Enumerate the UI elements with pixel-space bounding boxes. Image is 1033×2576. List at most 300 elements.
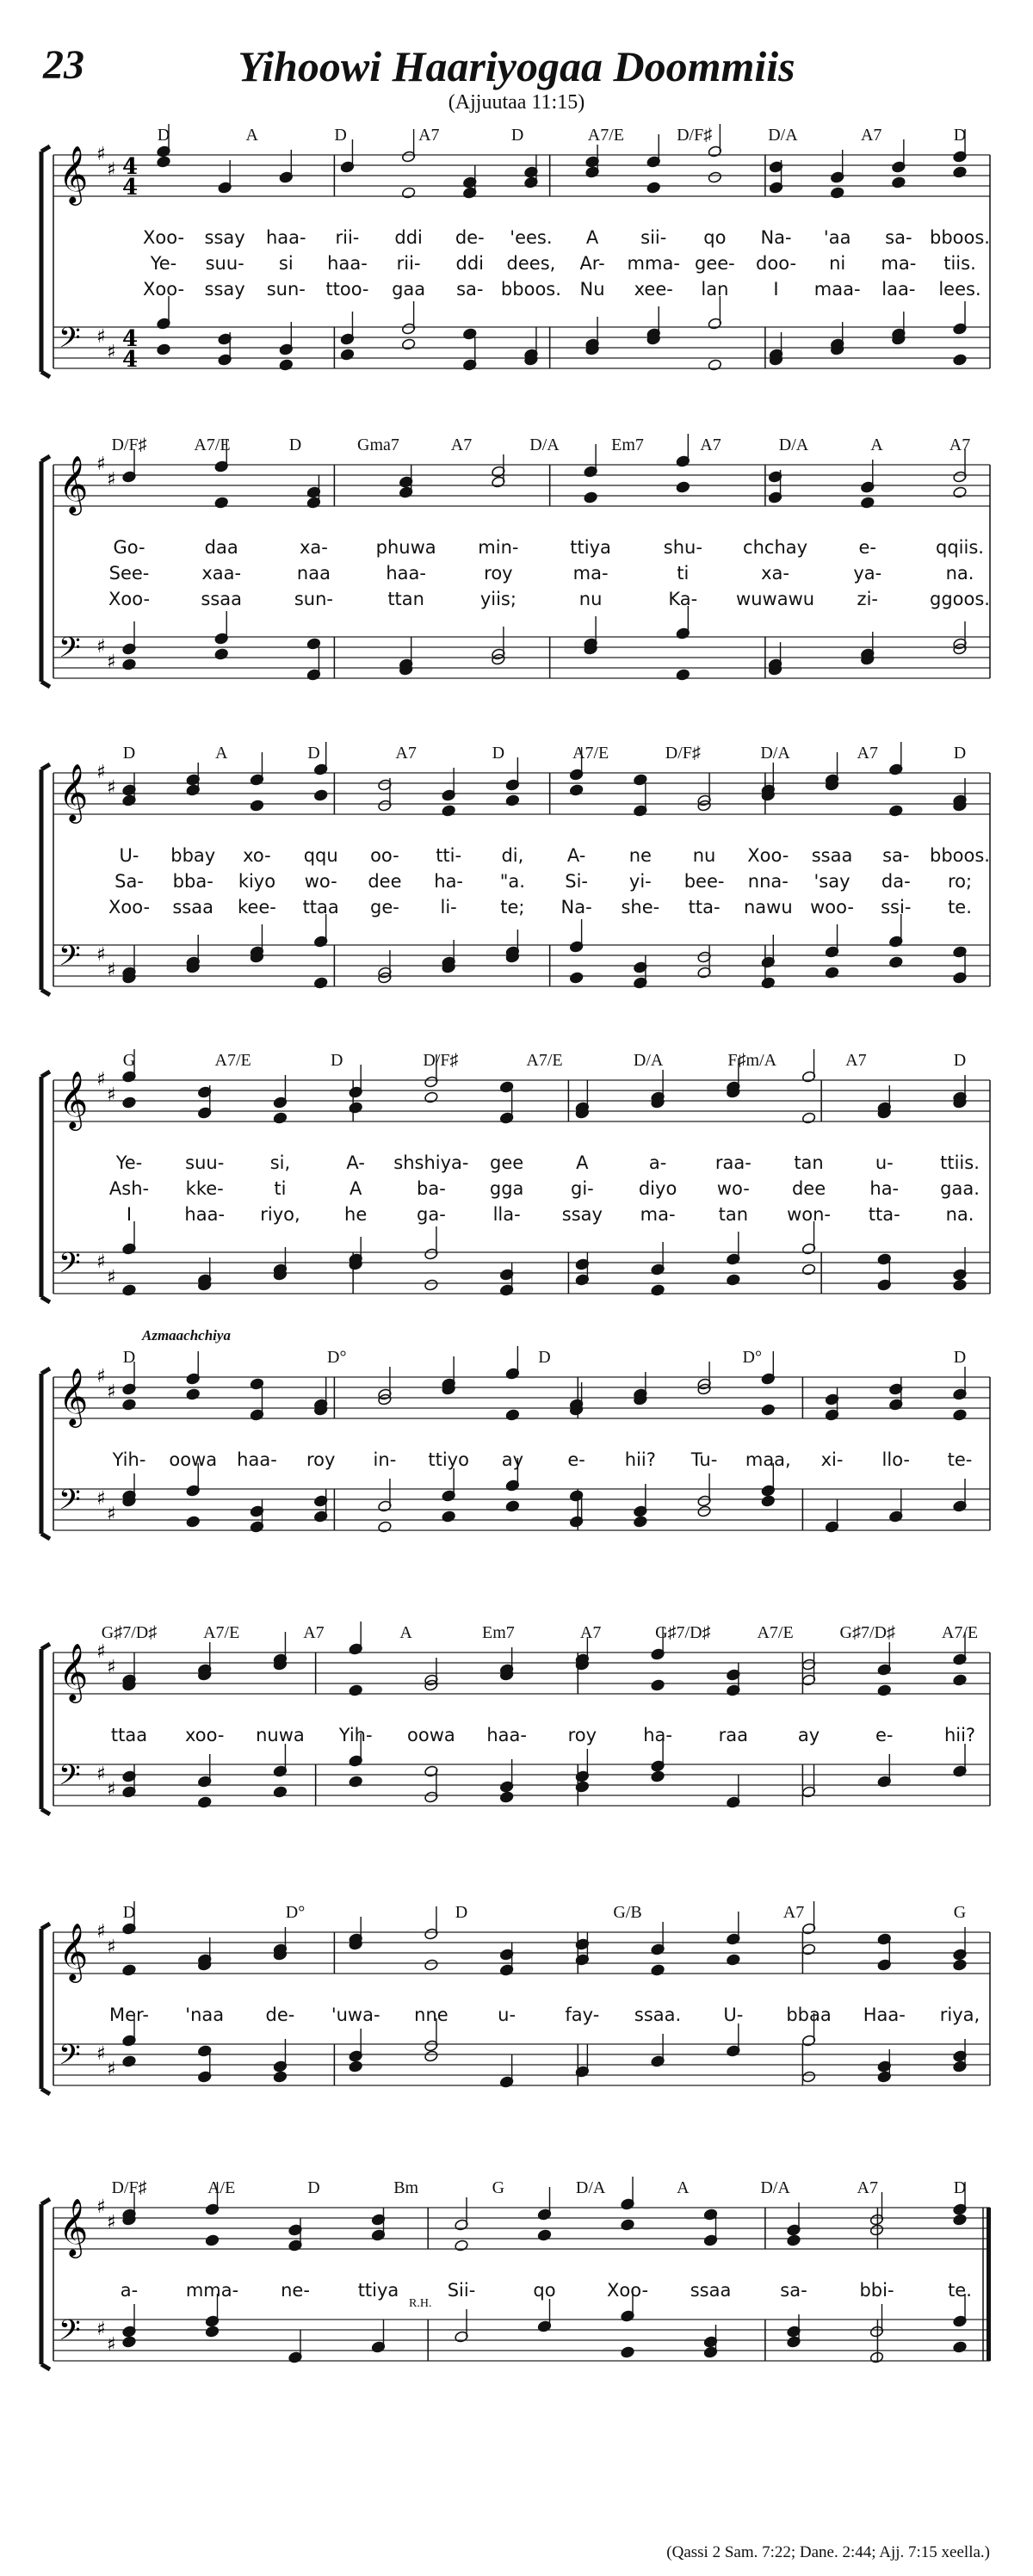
lyric-syllable: Sa- xyxy=(114,871,144,892)
chord-symbol: D° xyxy=(285,1903,306,1922)
lyric-syllable: Xoo- xyxy=(108,589,151,609)
lyric-syllable: I xyxy=(773,279,779,300)
system-bracket-icon xyxy=(41,1072,50,1302)
treble-clef-icon: 𝄞 xyxy=(59,2197,89,2256)
lyric-syllable: U- xyxy=(723,2005,744,2025)
lyric-syllable: roy xyxy=(306,1449,336,1470)
lyric-syllable: na. xyxy=(945,1204,974,1225)
chord-symbol: D/A xyxy=(778,436,809,454)
lyric-syllable: chchay xyxy=(743,537,808,558)
music-system xyxy=(0,430,1033,689)
lyric-syllable: Ka- xyxy=(668,589,698,609)
lyric-syllable: phuwa xyxy=(375,537,436,558)
chord-symbol: D xyxy=(953,1348,967,1367)
lyric-syllable: te; xyxy=(500,897,525,917)
lyric-syllable: sa- xyxy=(780,2280,807,2301)
staff-graphics xyxy=(0,1343,1033,1541)
svg-text:4: 4 xyxy=(122,175,139,201)
lyric-syllable: Xoo- xyxy=(108,897,151,917)
chord-symbol: G xyxy=(492,2178,505,2197)
scripture-reference: (Ajjuutaa 11:15) xyxy=(448,91,585,114)
lyric-syllable: Haa- xyxy=(863,2005,906,2025)
svg-text:♯: ♯ xyxy=(107,2334,116,2356)
chord-symbol: Em7 xyxy=(481,1623,515,1642)
lyric-syllable: bba- xyxy=(172,871,213,892)
chord-symbol: D° xyxy=(742,1348,762,1367)
treble-clef-icon: 𝄞 xyxy=(59,1922,89,1980)
svg-text:♯: ♯ xyxy=(107,2212,116,2233)
lyric-syllable: xi- xyxy=(820,1449,844,1470)
lyric-syllable: qqu xyxy=(303,845,338,866)
svg-text:♯: ♯ xyxy=(96,2319,106,2340)
note-heads xyxy=(122,1901,968,1976)
lyric-syllable: riyo, xyxy=(260,1204,300,1225)
lyric-syllable: ne xyxy=(628,845,652,866)
note-heads xyxy=(122,914,968,989)
lyric-syllable: Na- xyxy=(760,227,792,248)
lyric-syllable: won- xyxy=(787,1204,831,1225)
treble-staff xyxy=(53,454,990,516)
svg-text:♯: ♯ xyxy=(107,777,116,799)
chord-symbol: A7/E xyxy=(214,1051,251,1070)
lyric-syllable: bboos. xyxy=(930,227,990,248)
staff-graphics xyxy=(0,1618,1033,1816)
lyric-syllable: rii- xyxy=(335,227,360,248)
bass-staff xyxy=(53,1759,990,1806)
lyric-syllable: woo- xyxy=(810,897,854,917)
lyric-syllable: qqiis. xyxy=(936,537,984,558)
chord-symbol: D xyxy=(307,744,320,763)
chord-symbol: D xyxy=(492,744,505,763)
lyric-syllable: laa- xyxy=(881,279,916,300)
lyric-syllable: di, xyxy=(501,845,524,866)
chord-symbol: G xyxy=(122,1051,136,1070)
chord-symbol: A xyxy=(399,1623,412,1642)
lyric-syllable: ttaa xyxy=(302,897,339,917)
lyric-syllable: ddi xyxy=(394,227,423,248)
lyric-syllable: ttoo- xyxy=(325,279,369,300)
lyric-syllable: bboos. xyxy=(500,279,561,300)
svg-text:♯: ♯ xyxy=(107,159,116,181)
bass-clef-icon: 𝄢 xyxy=(59,2314,81,2354)
lyric-syllable: ro; xyxy=(947,871,973,892)
lyric-syllable: 'aa xyxy=(823,227,851,248)
chord-symbol: D xyxy=(953,2178,967,2197)
svg-text:♯: ♯ xyxy=(96,326,106,348)
bass-clef-icon: 𝄢 xyxy=(59,322,81,361)
lyric-syllable: A xyxy=(576,1152,589,1173)
chord-symbol: G♯7/D♯ xyxy=(655,1623,711,1642)
chord-symbol: D xyxy=(953,126,967,145)
lyric-syllable: 'uwa- xyxy=(331,2005,380,2025)
lyric-syllable: e- xyxy=(875,1725,894,1745)
svg-text:♯: ♯ xyxy=(107,1267,116,1288)
chord-symbol: A7/E xyxy=(757,1623,794,1642)
lyric-syllable: haa- xyxy=(327,253,368,274)
chord-symbol: A7/E xyxy=(194,436,231,454)
system-bracket-icon xyxy=(41,1924,50,2094)
lyric-syllable: suu- xyxy=(185,1152,225,1173)
svg-text:♯: ♯ xyxy=(107,1504,116,1525)
lyric-syllable: ne- xyxy=(281,2280,310,2301)
lyric-syllable: bbay xyxy=(170,845,216,866)
lyric-syllable: Ar- xyxy=(579,253,605,274)
chord-symbol: D xyxy=(953,744,967,763)
chord-symbol: A7 xyxy=(395,744,417,763)
lyric-syllable: ma- xyxy=(572,563,609,584)
lyric-syllable: rii- xyxy=(396,253,421,274)
treble-clef-icon: 𝄞 xyxy=(59,1070,89,1128)
lyric-syllable: tan xyxy=(794,1152,824,1173)
lyric-syllable: ssay xyxy=(204,279,245,300)
chord-symbol: G♯7/D♯ xyxy=(101,1623,158,1642)
lyric-syllable: tan xyxy=(718,1204,749,1225)
time-signature-icon xyxy=(122,154,138,201)
lyric-syllable: A- xyxy=(566,845,586,866)
lyric-syllable: ttiya xyxy=(570,537,611,558)
chord-symbol: D xyxy=(953,1051,967,1070)
chord-symbol: Em7 xyxy=(611,436,644,454)
lyric-syllable: ma- xyxy=(881,253,917,274)
svg-text:♯: ♯ xyxy=(96,762,106,783)
lyric-syllable: xo- xyxy=(243,845,271,866)
lyric-verse-1 xyxy=(60,1449,999,1473)
svg-text:♯: ♯ xyxy=(96,1641,106,1663)
note-heads xyxy=(122,606,968,681)
chord-symbol: D/A xyxy=(575,2178,606,2197)
lyric-syllable: tta- xyxy=(868,1204,900,1225)
lyric-syllable: 'ees. xyxy=(510,227,553,248)
lyric-syllable: bboos. xyxy=(930,845,990,866)
chord-symbol: D xyxy=(157,126,170,145)
lyric-syllable: si, xyxy=(269,1152,291,1173)
lyric-syllable: roy xyxy=(567,1725,597,1745)
lyric-syllable: raa- xyxy=(714,1152,752,1173)
chord-symbol: A xyxy=(870,436,883,454)
lyric-syllable: Go- xyxy=(113,537,145,558)
bass-clef-icon: 𝄢 xyxy=(59,1759,81,1799)
lyric-syllable: e- xyxy=(858,537,877,558)
treble-clef-icon: 𝄞 xyxy=(59,454,89,513)
svg-text:♯: ♯ xyxy=(96,1069,106,1090)
lyric-syllable: ssaa xyxy=(172,897,214,917)
lyric-syllable: nne xyxy=(414,2005,448,2025)
treble-staff xyxy=(53,2196,990,2258)
lyric-syllable: wo- xyxy=(716,1178,750,1199)
system-bracket-icon xyxy=(41,1644,50,1814)
lyric-verse-1 xyxy=(60,2280,999,2304)
lyric-syllable: qo xyxy=(533,2280,556,2301)
lyric-syllable: sun- xyxy=(266,279,306,300)
lyric-syllable: naa xyxy=(296,563,331,584)
chord-symbol: D/F♯ xyxy=(677,126,713,145)
lyric-syllable: ni xyxy=(829,253,846,274)
lyric-verse-1 xyxy=(60,1152,999,1177)
lyric-syllable: bee- xyxy=(684,871,725,892)
lyric-syllable: kke- xyxy=(185,1178,224,1199)
lyric-syllable: ssi- xyxy=(881,897,912,917)
lyric-syllable: Xoo- xyxy=(142,227,185,248)
treble-staff xyxy=(53,144,990,206)
bass-clef-icon: 𝄢 xyxy=(59,1247,81,1287)
lyric-syllable: ya- xyxy=(853,563,882,584)
lyric-syllable: haa- xyxy=(386,563,426,584)
chord-symbol: A7 xyxy=(845,1051,867,1070)
lyric-syllable: See- xyxy=(108,563,150,584)
chord-symbol: F♯m/A xyxy=(727,1051,777,1070)
lyric-syllable: te. xyxy=(948,897,972,917)
note-heads xyxy=(122,742,968,817)
lyric-syllable: yiis; xyxy=(479,589,516,609)
chord-symbol: D xyxy=(510,126,524,145)
lyric-verse-3 xyxy=(60,279,999,303)
lyric-syllable: ttaa xyxy=(110,1725,148,1745)
lyric-syllable: haa- xyxy=(486,1725,527,1745)
lyric-syllable: Ye- xyxy=(115,1152,143,1173)
chord-symbol: A7 xyxy=(782,1903,805,1922)
lyric-syllable: ti xyxy=(274,1178,287,1199)
note-heads xyxy=(157,296,968,371)
chord-symbol: A7 xyxy=(860,126,882,145)
svg-text:♯: ♯ xyxy=(107,469,116,491)
bass-staff xyxy=(53,632,990,678)
treble-clef-icon: 𝄞 xyxy=(59,1642,89,1701)
svg-text:♯: ♯ xyxy=(107,1937,116,1958)
lyric-syllable: riya, xyxy=(939,2005,980,2025)
lyric-syllable: mma- xyxy=(185,2280,239,2301)
lyric-syllable: nu xyxy=(692,845,716,866)
lyric-syllable: haa- xyxy=(184,1204,226,1225)
svg-text:♯: ♯ xyxy=(107,652,116,673)
lyric-syllable: fay- xyxy=(565,2005,600,2025)
lyric-syllable: ggoos. xyxy=(930,589,990,609)
lyric-syllable: bbi- xyxy=(859,2280,894,2301)
chord-symbol: D/A xyxy=(760,744,790,763)
svg-text:♯: ♯ xyxy=(107,1084,116,1106)
chord-symbol: A7 xyxy=(700,436,721,454)
lyric-syllable: de- xyxy=(265,2005,295,2025)
chord-symbol: A/E xyxy=(207,2178,236,2197)
lyric-syllable: gaa. xyxy=(940,1178,980,1199)
svg-text:♯: ♯ xyxy=(96,1251,106,1273)
lyric-syllable: ay xyxy=(797,1725,820,1745)
chord-symbol: D xyxy=(331,1051,343,1070)
lyric-syllable: wuwawu xyxy=(736,589,815,609)
lyric-syllable: Ye- xyxy=(150,253,177,274)
lyric-syllable: wo- xyxy=(304,871,337,892)
lyric-syllable: Mer- xyxy=(109,2005,149,2025)
lyric-syllable: Xoo- xyxy=(606,2280,649,2301)
lyric-syllable: ssaa. xyxy=(634,2005,682,2025)
lyric-syllable: llo- xyxy=(881,1449,911,1470)
lyric-syllable: ge- xyxy=(370,897,399,917)
lyric-syllable: suu- xyxy=(205,253,244,274)
lyric-syllable: Tu- xyxy=(690,1449,718,1470)
lyric-syllable: te. xyxy=(948,2280,972,2301)
bass-staff xyxy=(53,322,990,373)
chord-symbol: D xyxy=(538,1348,551,1367)
lyric-syllable: ssaa xyxy=(811,845,853,866)
chord-symbol: D xyxy=(122,1903,136,1922)
lyric-verse-1 xyxy=(60,537,999,561)
chord-symbol: D/A xyxy=(768,126,798,145)
lyric-syllable: 'say xyxy=(813,871,851,892)
lyric-syllable: doo- xyxy=(756,253,797,274)
chord-symbol: A xyxy=(245,126,258,145)
lyric-syllable: ha- xyxy=(869,1178,900,1199)
svg-text:♯: ♯ xyxy=(107,1657,116,1678)
lyric-syllable: gga xyxy=(489,1178,524,1199)
lyric-syllable: nuwa xyxy=(256,1725,305,1745)
chord-symbol: A7 xyxy=(949,436,971,454)
chord-symbol: A7/E xyxy=(941,1623,979,1642)
svg-text:♯: ♯ xyxy=(96,1488,106,1510)
lyric-syllable: haa- xyxy=(265,227,306,248)
note-heads xyxy=(157,124,968,199)
lyric-syllable: sa- xyxy=(456,279,484,300)
chord-symbol: G xyxy=(953,1903,967,1922)
staff-graphics xyxy=(0,2173,1033,2371)
svg-text:♯: ♯ xyxy=(107,1381,116,1403)
lyric-syllable: diyo xyxy=(638,1178,677,1199)
lyric-verse-2 xyxy=(60,871,999,895)
lyric-syllable: xa- xyxy=(761,563,789,584)
treble-staff xyxy=(53,1069,990,1131)
lyric-verse-1 xyxy=(60,1725,999,1749)
treble-clef-icon: 𝄞 xyxy=(59,145,89,203)
svg-text:♯: ♯ xyxy=(96,1764,106,1785)
lyric-syllable: Si- xyxy=(565,871,588,892)
chord-symbol: D° xyxy=(327,1348,347,1367)
lyric-syllable: Xoo- xyxy=(142,279,185,300)
lyric-syllable: roy xyxy=(484,563,513,584)
system-bracket-icon xyxy=(41,1368,50,1539)
svg-text:4: 4 xyxy=(122,347,139,373)
lyric-syllable: hii? xyxy=(943,1725,976,1745)
lyric-syllable: 'naa xyxy=(185,2005,225,2025)
music-system xyxy=(0,738,1033,997)
lyric-syllable: yi- xyxy=(628,871,652,892)
chord-symbol: A7 xyxy=(857,2178,878,2197)
chord-symbol: D xyxy=(122,1348,136,1367)
lyric-syllable: ttiyo xyxy=(428,1449,469,1470)
lyric-verse-3 xyxy=(60,897,999,921)
bass-clef-icon: 𝄢 xyxy=(59,940,81,979)
chord-symbol: D/A xyxy=(529,436,560,454)
chord-symbol: D/F♯ xyxy=(665,744,701,763)
bass-clef-icon: 𝄢 xyxy=(59,2039,81,2079)
chord-symbol: D xyxy=(288,436,302,454)
lyric-syllable: sii- xyxy=(640,227,667,248)
lyric-syllable: haa- xyxy=(237,1449,277,1470)
system-bracket-icon xyxy=(41,2199,50,2369)
lyric-syllable: A xyxy=(349,1178,362,1199)
svg-text:♯: ♯ xyxy=(107,2059,116,2080)
performance-mark: R.H. xyxy=(409,2297,432,2310)
chord-symbol: A7 xyxy=(857,744,878,763)
lyric-syllable: Xoo- xyxy=(747,845,789,866)
note-heads xyxy=(122,2177,968,2252)
chord-symbol: A7 xyxy=(418,126,440,145)
lyric-syllable: sa- xyxy=(885,227,912,248)
lyric-syllable: "a. xyxy=(499,871,525,892)
lyric-syllable: si xyxy=(278,253,294,274)
lyric-syllable: mma- xyxy=(627,253,680,274)
lyric-syllable: ti xyxy=(677,563,690,584)
lyric-syllable: he xyxy=(344,1204,368,1225)
svg-text:4: 4 xyxy=(122,326,139,352)
staff-graphics xyxy=(0,1898,1033,2096)
lyric-syllable: xee- xyxy=(634,279,673,300)
lyric-syllable: in- xyxy=(373,1449,397,1470)
lyric-syllable: shu- xyxy=(663,537,702,558)
chord-symbol: D/A xyxy=(760,2178,790,2197)
lyric-syllable: ay xyxy=(501,1449,524,1470)
svg-text:♯: ♯ xyxy=(96,454,106,475)
lyric-syllable: ssaa xyxy=(690,2280,732,2301)
lyric-syllable: zi- xyxy=(857,589,878,609)
treble-staff xyxy=(53,1641,990,1703)
lyric-syllable: ttiis. xyxy=(940,1152,980,1173)
lyric-verse-2 xyxy=(60,1178,999,1202)
lyric-syllable: hii? xyxy=(624,1449,656,1470)
lyric-syllable: ttiya xyxy=(357,2280,399,2301)
lyric-syllable: nna- xyxy=(747,871,789,892)
svg-text:♯: ♯ xyxy=(96,1921,106,1943)
lyric-syllable: U- xyxy=(119,845,139,866)
chord-symbol: A7 xyxy=(303,1623,325,1642)
music-system xyxy=(0,1898,1033,2096)
lyric-syllable: a- xyxy=(120,2280,139,2301)
chord-symbol: G/B xyxy=(613,1903,642,1922)
system-bracket-icon xyxy=(41,146,50,377)
chord-symbol: A7 xyxy=(579,1623,602,1642)
music-system xyxy=(0,1327,1033,1541)
chord-symbol: D/F♯ xyxy=(111,436,147,454)
lyric-syllable: gaa xyxy=(392,279,426,300)
treble-clef-icon: 𝄞 xyxy=(59,1367,89,1425)
lyric-syllable: shshiya- xyxy=(393,1152,469,1173)
lyric-syllable: min- xyxy=(478,537,519,558)
lyric-syllable: ha- xyxy=(643,1725,672,1745)
svg-text:♯: ♯ xyxy=(107,1779,116,1801)
lyric-syllable: Na- xyxy=(560,897,592,917)
lyric-syllable: tti- xyxy=(436,845,462,866)
chord-symbol: A xyxy=(677,2178,690,2197)
lyric-syllable: gee xyxy=(490,1152,524,1173)
system-bracket-icon xyxy=(41,764,50,995)
lyric-syllable: ma- xyxy=(640,1204,676,1225)
lyric-syllable: dee xyxy=(368,871,402,892)
treble-staff xyxy=(53,1921,990,1983)
lyric-syllable: ttan xyxy=(387,589,424,609)
lyric-syllable: dees, xyxy=(506,253,556,274)
lyric-syllable: tiis. xyxy=(943,253,976,274)
lyric-syllable: da- xyxy=(881,871,911,892)
lyric-syllable: xoo- xyxy=(184,1725,225,1745)
svg-text:♯: ♯ xyxy=(96,144,106,165)
bass-clef-icon: 𝄢 xyxy=(59,1484,81,1523)
music-system xyxy=(0,1618,1033,1816)
chord-symbol: D xyxy=(307,2178,320,2197)
lyric-syllable: ssay xyxy=(561,1204,603,1225)
lyric-verse-3 xyxy=(60,589,999,613)
chord-symbol: D xyxy=(122,744,136,763)
chord-symbol: D/F♯ xyxy=(111,2178,147,2197)
song-number: 23 xyxy=(43,42,84,88)
lyric-syllable: Ash- xyxy=(108,1178,150,1199)
lyric-syllable: A xyxy=(585,227,599,248)
